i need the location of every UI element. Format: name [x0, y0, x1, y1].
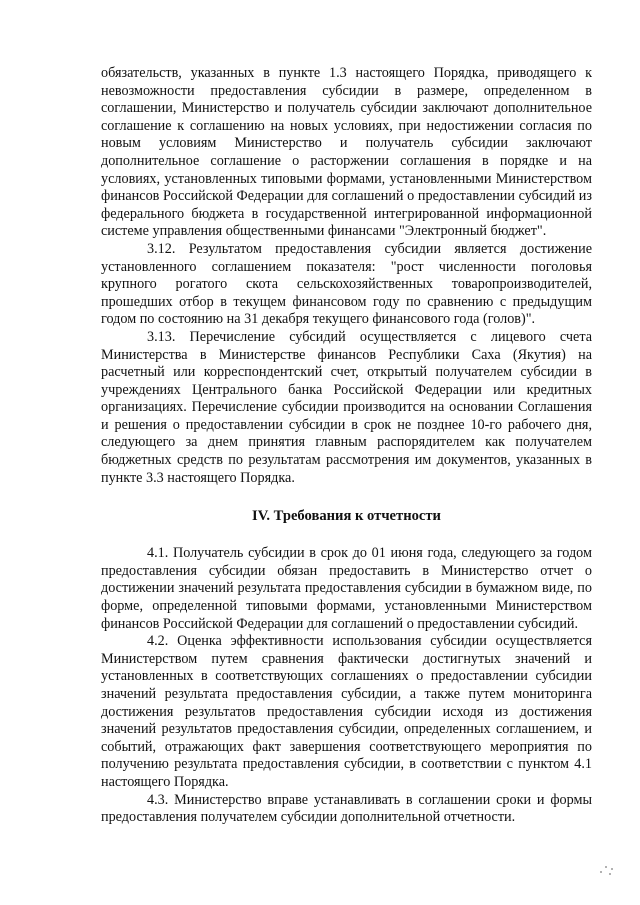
paragraph-4-3: 4.3. Министерство вправе устанавливать в соглашении сроки и формы предоставления получателем субсидии дополнительной отчетности.	[101, 791, 592, 826]
document-body	[101, 65, 592, 827]
paragraph-4-2: 4.2. Оценка эффективности использования субсидии осуществляется Министерством путем сравнения фактически достигнутых значений и установленных в соответствующих соглашениях о предоставлении субсидии значений результата предоставления субсидии, а также путем мониторинга достижения результатов предоставления субсидии исходя из достижения значений результатов предоставления субсидии, определенных соглашением, и событий, отражающих факт завершения соответствующего мероприятия по получению результата предоставления субсидии, в соответствии с пунктом 4.1 настоящего Порядка.	[101, 633, 592, 790]
paragraph-3-12: 3.12. Результатом предоставления субсидии является достижение установленного соглашением показателя: "рост численности поголовья крупного рогатого скота сельскохозяйственных товаропроизводителей, прошедших отбор в текущем финансовом году по сравнению с предыдущим годом по состоянию на 31 декабря текущего финансового года (голов)".	[101, 240, 592, 328]
paragraph-continuation: обязательств, указанных в пункте 1.3 настоящего Порядка, приводящего к невозможности предоставления субсидии в размере, определенном в соглашении, Министерство и получатель субсидии заключают дополнительное соглашение к соглашению на новых условиях, при недостижении согласия по новым условиям Министерство и получатель субсидии заключают дополнительное соглашение о расторжении соглашения в порядке и на условиях, установленных типовыми формами, установленными Министерством финансов Российской Федерации для соглашений о предоставлении субсидий из федерального бюджета в государственной интегрированной информационной системе управления общественными финансами "Электронный бюджет".	[101, 65, 592, 240]
scan-speck-mark	[598, 863, 614, 877]
section-heading: IV. Требования к отчетности	[252, 508, 441, 525]
paragraph-4-1: 4.1. Получатель субсидии в срок до 01 июня года, следующего за годом предоставления субсидии обязан предоставить в Министерство отчет о достижении значений результата предоставления субсидии в бумажном виде, по форме, определенной типовыми формами, установленными Министерством финансов Российской Федерации для соглашений о предоставлении субсидий.	[101, 545, 592, 632]
paragraph-3-13: 3.13. Перечисление субсидий осуществляется с лицевого счета Министерства в Министерстве финансов Республики Саха (Якутия) на расчетный или корреспондентский счет, открытый получателем субсидии в учреждениях Центрального банка Российской Федерации или кредитных организациях. Перечисление субсидии производится на основании Соглашения и решения о предоставлении субсидии в срок не позднее 10-го рабочего дня, следующего за днем принятия главным распорядителем как получателем бюджетных средств по результатам рассмотрения им документов, указанных в пункте 3.3 настоящего Порядка.	[101, 328, 592, 486]
